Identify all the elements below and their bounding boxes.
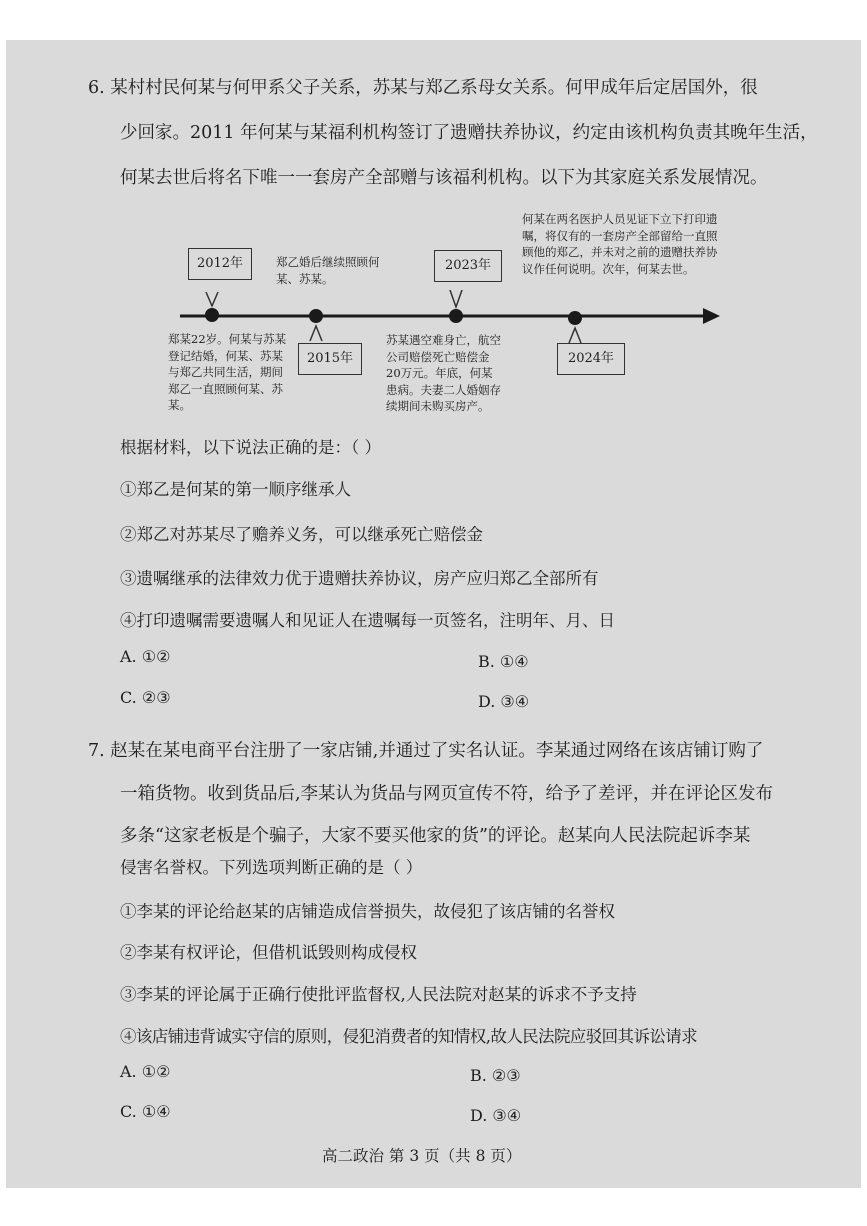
q7-option-d[interactable]: D. ③④ <box>470 1106 522 1125</box>
q7-statement-1: ①李某的评论给赵某的店铺造成信誉损失，故侵犯了该店铺的名誉权 <box>120 902 615 921</box>
timeline-note-2024: 何某在两名医护人员见证下立下打印遗嘱，将仅有的一套房产全部留给一直照顾他的郑乙，并未对之前的遗赠扶养协议作任何说明。次年，何某去世。 <box>522 212 718 276</box>
timeline-note-2012: 郑某22岁。何某与苏某登记结婚，何某、苏某与郑乙共同生活，期间郑乙一直照顾何某、苏某。 <box>168 332 287 412</box>
page-footer: 高二政治 第 3 页（共 8 页） <box>322 1147 522 1165</box>
timeline-note-2023: 苏某遇空难身亡，航空公司赔偿死亡赔偿金20万元。年底，何某患病。夫妻二人婚姻存续期间未购买房产。 <box>386 333 501 413</box>
year-box-2024: 2024年 <box>557 343 625 375</box>
connector-2012 <box>206 292 218 306</box>
q7-text-line-1: 7. 赵某在某电商平台注册了一家店铺,并通过了实名认证。李某通过网络在该店铺订购了 <box>88 741 764 761</box>
q7-option-c[interactable]: C. ①④ <box>120 1102 171 1121</box>
q7-text-line-3: 多条“这家老板是个骗子，大家不要买他家的货”的评论。赵某向人民法院起诉李某 <box>120 826 751 846</box>
year-box-2012: 2012年 <box>188 248 252 280</box>
q7-text-line-2: 一箱货物。收到货品后,李某认为货品与网页宣传不符，给予了差评，并在评论区发布 <box>120 784 774 804</box>
connector-2023 <box>450 290 462 307</box>
connector-2024 <box>569 328 581 343</box>
q7-option-a[interactable]: A. ①② <box>120 1062 171 1081</box>
timeline-dot-2012 <box>205 308 219 322</box>
timeline-arrowhead <box>703 308 720 324</box>
q6-option-a[interactable]: A. ①② <box>120 647 171 666</box>
q6-stem: 根据材料，以下说法正确的是：（ ） <box>120 438 381 457</box>
q6-text-line-2: 少回家。2011 年何某与某福利机构签订了遗赠扶养协议，约定由该机构负责其晚年生活， <box>120 123 818 143</box>
timeline-note-2015: 郑乙婚后继续照顾何某、苏某。 <box>276 255 380 286</box>
q7-statement-2: ②李某有权评论，但借机诋毁则构成侵权 <box>120 943 417 962</box>
q7-option-b[interactable]: B. ②③ <box>470 1066 521 1085</box>
q6-statement-4: ④打印遗嘱需要遗嘱人和见证人在遗嘱每一页签名，注明年、月、日 <box>120 611 615 630</box>
timeline-dot-2023 <box>449 309 463 323</box>
year-box-2015: 2015年 <box>298 343 362 375</box>
q6-statement-3: ③遗嘱继承的法律效力优于遗赠扶养协议，房产应归郑乙全部所有 <box>120 569 599 588</box>
year-box-2023: 2023年 <box>434 250 502 282</box>
q6-text-line-3: 何某去世后将名下唯一一套房产全部赠与该福利机构。以下为其家庭关系发展情况。 <box>120 168 768 188</box>
q6-option-b[interactable]: B. ①④ <box>478 652 529 671</box>
q7-statement-3: ③李某的评论属于正确行使批评监督权,人民法院对赵某的诉求不予支持 <box>120 985 637 1004</box>
timeline-dot-2024 <box>568 311 582 325</box>
q6-statement-2: ②郑乙对苏某尽了赡养义务，可以继承死亡赔偿金 <box>120 525 483 544</box>
q6-option-c[interactable]: C. ②③ <box>120 688 171 707</box>
timeline-dot-2015 <box>309 309 323 323</box>
q7-statement-4: ④该店铺违背诚实守信的原则，侵犯消费者的知情权,故人民法院应驳回其诉讼请求 <box>120 1027 698 1046</box>
q6-option-d[interactable]: D. ③④ <box>478 692 530 711</box>
q6-statement-1: ①郑乙是何某的第一顺序继承人 <box>120 480 351 499</box>
connector-2015 <box>310 326 322 341</box>
q6-text-line-1: 6. 某村村民何某与何甲系父子关系，苏某与郑乙系母女关系。何甲成年后定居国外，很 <box>88 78 758 98</box>
q7-text-line-4: 侵害名誉权。下列选项判断正确的是（ ） <box>120 858 423 877</box>
